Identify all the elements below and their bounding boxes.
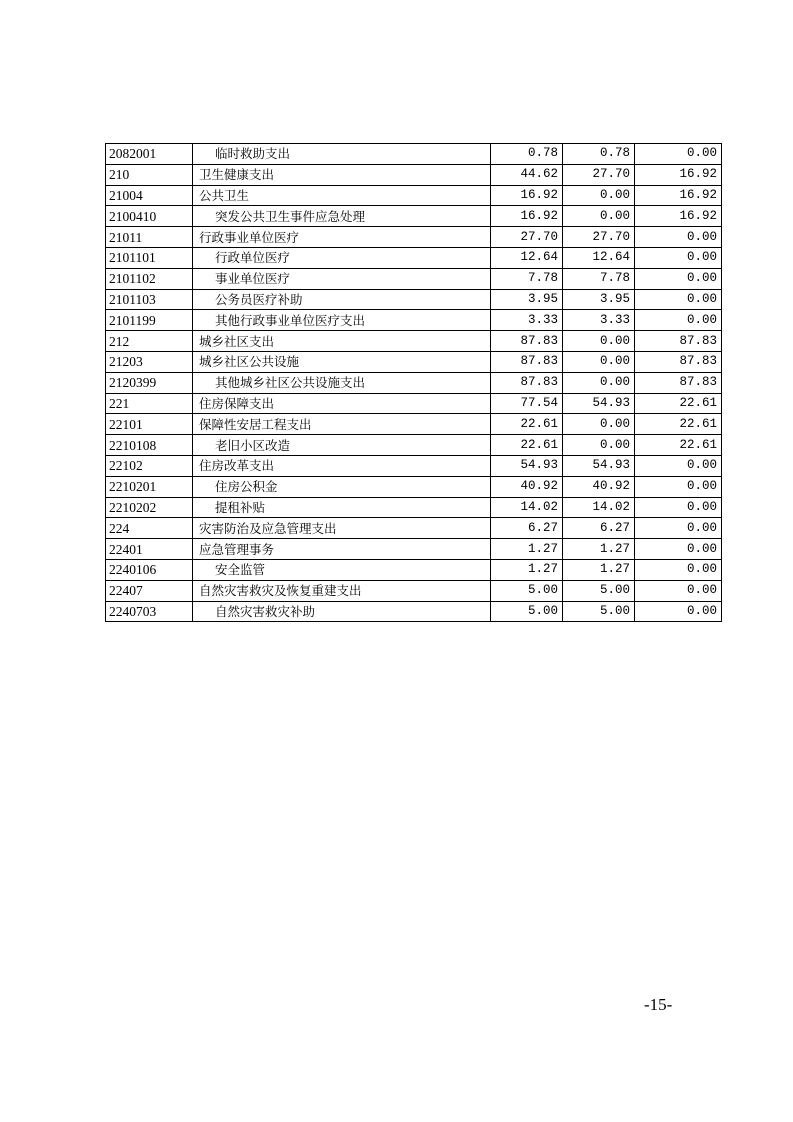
- table-row: [106, 185, 722, 206]
- item-name-cell: 事业单位医疗: [193, 268, 491, 289]
- project-expenditure-cell: 0.00: [635, 559, 722, 580]
- item-name-cell: 住房保障支出: [193, 393, 491, 414]
- basic-expenditure-cell: 1.27: [563, 539, 635, 560]
- total-cell: 12.64: [491, 247, 563, 268]
- table-row: [106, 331, 722, 352]
- project-expenditure-cell: 0.00: [635, 227, 722, 248]
- item-name-cell: 自然灾害救灾补助: [193, 601, 491, 622]
- code-cell: 2100410: [106, 206, 193, 227]
- total-cell: 5.00: [491, 580, 563, 601]
- code-cell: 21004: [106, 185, 193, 206]
- total-cell: 87.83: [491, 351, 563, 372]
- code-cell: 22101: [106, 414, 193, 435]
- item-name-cell: 城乡社区支出: [193, 331, 491, 352]
- item-name-cell: 公务员医疗补助: [193, 289, 491, 310]
- item-name-cell: 住房改革支出: [193, 455, 491, 476]
- total-cell: 16.92: [491, 185, 563, 206]
- table-row: [106, 144, 722, 165]
- code-cell: 2101102: [106, 268, 193, 289]
- total-cell: 40.92: [491, 476, 563, 497]
- total-cell: 87.83: [491, 372, 563, 393]
- code-cell: 22407: [106, 580, 193, 601]
- table-row: [106, 289, 722, 310]
- code-cell: 2101103: [106, 289, 193, 310]
- code-cell: 2101101: [106, 247, 193, 268]
- total-cell: 54.93: [491, 455, 563, 476]
- project-expenditure-cell: 0.00: [635, 601, 722, 622]
- basic-expenditure-cell: 3.95: [563, 289, 635, 310]
- code-cell: 2210202: [106, 497, 193, 518]
- code-cell: 221: [106, 393, 193, 414]
- table-row: [106, 539, 722, 560]
- total-cell: 77.54: [491, 393, 563, 414]
- table-row: [106, 351, 722, 372]
- basic-expenditure-cell: 0.00: [563, 435, 635, 456]
- item-name-cell: 安全监管: [193, 559, 491, 580]
- code-cell: 212: [106, 331, 193, 352]
- table-row: [106, 164, 722, 185]
- basic-expenditure-cell: 0.78: [563, 144, 635, 165]
- total-cell: 27.70: [491, 227, 563, 248]
- code-cell: 21011: [106, 227, 193, 248]
- project-expenditure-cell: 0.00: [635, 310, 722, 331]
- budget-expenditure-table: [105, 143, 722, 622]
- item-name-cell: 突发公共卫生事件应急处理: [193, 206, 491, 227]
- item-name-cell: 公共卫生: [193, 185, 491, 206]
- basic-expenditure-cell: 0.00: [563, 372, 635, 393]
- table-row: [106, 497, 722, 518]
- project-expenditure-cell: 0.00: [635, 539, 722, 560]
- total-cell: 7.78: [491, 268, 563, 289]
- project-expenditure-cell: 22.61: [635, 393, 722, 414]
- project-expenditure-cell: 16.92: [635, 164, 722, 185]
- total-cell: 5.00: [491, 601, 563, 622]
- table-row: [106, 372, 722, 393]
- basic-expenditure-cell: 40.92: [563, 476, 635, 497]
- item-name-cell: 应急管理事务: [193, 539, 491, 560]
- basic-expenditure-cell: 1.27: [563, 559, 635, 580]
- table-row: [106, 414, 722, 435]
- project-expenditure-cell: 0.00: [635, 144, 722, 165]
- code-cell: 2082001: [106, 144, 193, 165]
- basic-expenditure-cell: 27.70: [563, 227, 635, 248]
- basic-expenditure-cell: 0.00: [563, 185, 635, 206]
- table-row: [106, 435, 722, 456]
- total-cell: 22.61: [491, 414, 563, 435]
- item-name-cell: 灾害防治及应急管理支出: [193, 518, 491, 539]
- total-cell: 22.61: [491, 435, 563, 456]
- item-name-cell: 老旧小区改造: [193, 435, 491, 456]
- item-name-cell: 临时救助支出: [193, 144, 491, 165]
- total-cell: 0.78: [491, 144, 563, 165]
- total-cell: 14.02: [491, 497, 563, 518]
- total-cell: 3.33: [491, 310, 563, 331]
- code-cell: 22102: [106, 455, 193, 476]
- table-row: [106, 518, 722, 539]
- project-expenditure-cell: 22.61: [635, 435, 722, 456]
- table-row: [106, 559, 722, 580]
- project-expenditure-cell: 16.92: [635, 185, 722, 206]
- table-body: [106, 144, 722, 622]
- page-number: -15-: [644, 995, 673, 1014]
- total-cell: 44.62: [491, 164, 563, 185]
- basic-expenditure-cell: 3.33: [563, 310, 635, 331]
- code-cell: 2240703: [106, 601, 193, 622]
- basic-expenditure-cell: 0.00: [563, 414, 635, 435]
- item-name-cell: 城乡社区公共设施: [193, 351, 491, 372]
- project-expenditure-cell: 0.00: [635, 455, 722, 476]
- table-row: [106, 393, 722, 414]
- item-name-cell: 卫生健康支出: [193, 164, 491, 185]
- project-expenditure-cell: 0.00: [635, 518, 722, 539]
- project-expenditure-cell: 87.83: [635, 372, 722, 393]
- code-cell: 22401: [106, 539, 193, 560]
- project-expenditure-cell: 16.92: [635, 206, 722, 227]
- project-expenditure-cell: 0.00: [635, 289, 722, 310]
- total-cell: 3.95: [491, 289, 563, 310]
- project-expenditure-cell: 0.00: [635, 476, 722, 497]
- table-row: [106, 247, 722, 268]
- item-name-cell: 自然灾害救灾及恢复重建支出: [193, 580, 491, 601]
- basic-expenditure-cell: 12.64: [563, 247, 635, 268]
- basic-expenditure-cell: 54.93: [563, 455, 635, 476]
- item-name-cell: 住房公积金: [193, 476, 491, 497]
- table-row: [106, 227, 722, 248]
- item-name-cell: 其他行政事业单位医疗支出: [193, 310, 491, 331]
- code-cell: 21203: [106, 351, 193, 372]
- item-name-cell: 保障性安居工程支出: [193, 414, 491, 435]
- table-row: [106, 601, 722, 622]
- project-expenditure-cell: 87.83: [635, 331, 722, 352]
- total-cell: 87.83: [491, 331, 563, 352]
- project-expenditure-cell: 87.83: [635, 351, 722, 372]
- total-cell: 16.92: [491, 206, 563, 227]
- project-expenditure-cell: 22.61: [635, 414, 722, 435]
- item-name-cell: 其他城乡社区公共设施支出: [193, 372, 491, 393]
- basic-expenditure-cell: 54.93: [563, 393, 635, 414]
- code-cell: 2240106: [106, 559, 193, 580]
- basic-expenditure-cell: 27.70: [563, 164, 635, 185]
- table-row: [106, 310, 722, 331]
- basic-expenditure-cell: 0.00: [563, 331, 635, 352]
- project-expenditure-cell: 0.00: [635, 268, 722, 289]
- table-row: [106, 206, 722, 227]
- code-cell: 2210108: [106, 435, 193, 456]
- basic-expenditure-cell: 6.27: [563, 518, 635, 539]
- project-expenditure-cell: 0.00: [635, 247, 722, 268]
- basic-expenditure-cell: 14.02: [563, 497, 635, 518]
- total-cell: 1.27: [491, 539, 563, 560]
- basic-expenditure-cell: 7.78: [563, 268, 635, 289]
- code-cell: 210: [106, 164, 193, 185]
- project-expenditure-cell: 0.00: [635, 497, 722, 518]
- basic-expenditure-cell: 5.00: [563, 580, 635, 601]
- table-row: [106, 580, 722, 601]
- basic-expenditure-cell: 0.00: [563, 351, 635, 372]
- code-cell: 2210201: [106, 476, 193, 497]
- basic-expenditure-cell: 5.00: [563, 601, 635, 622]
- code-cell: 2101199: [106, 310, 193, 331]
- code-cell: 2120399: [106, 372, 193, 393]
- basic-expenditure-cell: 0.00: [563, 206, 635, 227]
- code-cell: 224: [106, 518, 193, 539]
- table-row: [106, 476, 722, 497]
- total-cell: 6.27: [491, 518, 563, 539]
- project-expenditure-cell: 0.00: [635, 580, 722, 601]
- item-name-cell: 行政单位医疗: [193, 247, 491, 268]
- table-row: [106, 268, 722, 289]
- item-name-cell: 行政事业单位医疗: [193, 227, 491, 248]
- item-name-cell: 提租补贴: [193, 497, 491, 518]
- total-cell: 1.27: [491, 559, 563, 580]
- table-row: [106, 455, 722, 476]
